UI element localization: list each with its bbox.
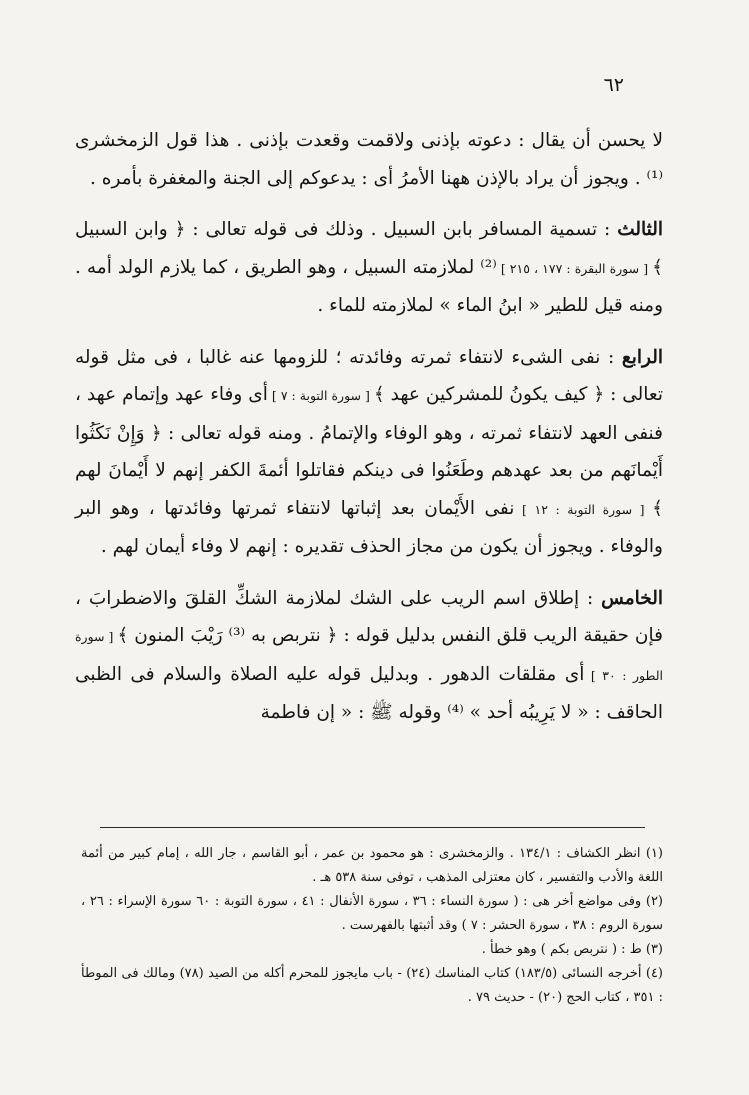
paragraph-third-text: : تسمية المسافر بابن السبيل . وذلك فى قوله تعالى : ﴿ وابن السبيل ﴾ bbox=[75, 219, 663, 278]
paragraph-third-heading: الثالث bbox=[617, 219, 663, 240]
paragraph-fourth-heading: الرابع bbox=[621, 346, 663, 368]
footnote-3: (٣) ط : ( نتربص بكم ) وهو خطأ . bbox=[481, 942, 663, 957]
paragraph-intro bbox=[75, 122, 663, 197]
paragraph-fifth-text: : إطلاق اسم الريب على الشك لملازمة الشكِّ القلقَ والاضطرابَ ، فإن حقيقة الريب قلق النفس بدليل قوله : ﴿ نتربص به ⁽³⁾ رَيْبَ المنون ﴾ bbox=[75, 587, 663, 646]
paragraph-fourth-text-cont: أى وفاء عهد وإتمام عهد ، فنفى العهد لانتفاء ثمرته ، وهو الوفاء والإتمامُ . ومنه قوله تعالى : ﴿ وَإِنْ نَكَثُوا أَيْمانَهم من بعد عهدهم وطَعَنُوا فى دينكم فقاتلوا أئمةَ الكفر إنهم لا أَيْمانَ لهم ﴾ bbox=[75, 384, 663, 519]
paragraph-fifth bbox=[75, 580, 663, 732]
page-number: ٦٢ bbox=[603, 74, 624, 96]
paragraph-fourth-text-end: نفى الأَيْمان بعد إثباتها لانتفاء ثمرتها وفائدتها ، وهو البر والوفاء . ويجوز أن يكون من مجاز الحذف تقديره : إنهم لا وفاء أيمان لهم . bbox=[75, 497, 663, 557]
quran-reference: [ سورة التوبة : ١٢ ] bbox=[514, 501, 653, 517]
quran-reference: [ سورة التوبة : ٧ ] bbox=[267, 388, 374, 403]
paragraph-third-text-cont: ⁽²⁾ لملازمته السبيل ، وهو الطريق ، كما يلازم الولد أمه . ومنه قيل للطير « ابنُ الماء » لملازمته للماء . bbox=[75, 256, 663, 316]
paragraph-fourth-text: : نفى الشىء لانتفاء ثمرته وفائدته ؛ للزومها عنه غالبا ، فى مثل قوله تعالى : ﴿ كيف يكونُ للمشركين عهد ﴾ bbox=[75, 346, 664, 405]
footnote-divider bbox=[100, 827, 645, 828]
paragraph-fifth-text-cont: أى مقلقات الدهور . وبدليل قوله عليه الصلاة والسلام فى الظبى الحاقف : « لا يَرِيبُه أحد » ⁽⁴⁾ وقوله ﷺ : « إن فاطمة bbox=[75, 663, 663, 723]
main-text bbox=[75, 122, 663, 732]
footnote-4: (٤) أخرجه النسائى (١٨٣/٥) كتاب المناسك (٢٤) - باب مايجوز للمحرم أكله من الصيد (٧٨) ومالك فى الموطأ : ٣٥١ ، كتاب الحج (٢٠) - حديث ٧٩ . bbox=[81, 966, 663, 1005]
paragraph-fifth-heading: الخامس bbox=[601, 587, 663, 609]
paragraph-third bbox=[75, 211, 663, 325]
paragraph-intro-text: لا يحسن أن يقال : دعوته بإذنى ولاقمت وقعدت بإذنى . هذا قول الزمخشرى ⁽¹⁾ . ويجوز أن يراد بالإذن ههنا الأمرُ أى : يدعوكم إلى الجنة والمغفرة بأمره . bbox=[75, 130, 663, 189]
paragraph-fourth bbox=[75, 339, 663, 566]
footnote-2: (٢) وفى مواضع أخر هى : ( سورة النساء : ٣٦ ، سورة الأنفال : ٤١ ، سورة التوبة : ٦٠ سورة الإسراء : ٢٦ ، سورة الروم : ٣٨ ، سورة الحشر : ٧ ) وقد أثبتها بالفهرست . bbox=[81, 894, 663, 933]
quran-reference: [ سورة البقرة : ١٧٧ ، ٢١٥ ] bbox=[496, 260, 653, 276]
footnotes bbox=[81, 842, 663, 1010]
footnote-1: (١) انظر الكشاف : ١٣٤/١ . والزمخشرى : هو محمود بن عمر ، أبو القاسم ، جار الله ، إمام كبير من أئمة اللغة والأدب والتفسير ، كان معتزلى المذهب ، توفى سنة ٥٣٨ هـ . bbox=[81, 846, 663, 885]
quran-reference: [ سورة الطور : ٣٠ ] bbox=[75, 629, 664, 683]
